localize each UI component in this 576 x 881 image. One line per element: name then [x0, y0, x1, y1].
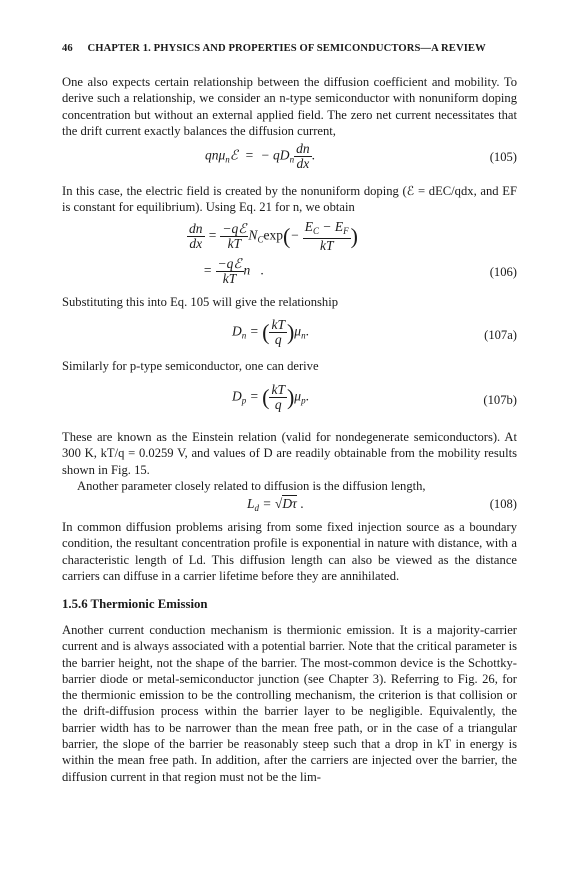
equation-106-line2: = $\frac{\text{−qℰ}}{kT}$ n .: [203, 256, 264, 286]
page-header: [62, 43, 486, 54]
paragraph-3: Substituting this into Eq. 105 will give the relationship: [62, 295, 339, 309]
equation-106-line1: $\frac{dn}{dx}$ = $\frac{\text{−qℰ}}{kT}$ $N_C\exp(-$ $\frac{E_C - E_F}{kT}$ ): [189, 219, 358, 253]
paragraph-6: Another parameter closely related to diffusion is the diffusion length,: [77, 479, 426, 493]
chapter-title: CHAPTER 1. PHYSICS AND PROPERTIES OF SEMICONDUCTORS—A REVIEW: [87, 43, 486, 54]
section-heading: 1.5.6 Thermionic Emission: [62, 597, 208, 611]
paragraph-7: In common diffusion problems arising from some fixed injection source as a boundary condition, the resultant concentration profile is exponential in nature with distance, with a characteristic length of Ld. This diffusion length can also be viewed as the distance carriers can diffuse in a carrier lifetime before they are annihilated.: [62, 520, 517, 583]
paragraph-1: One also expects certain relationship between the diffusion coefficient and mobility. To derive such a relationship, we consider an n-type semiconductor with nonuniform doping concentration but without an external applied field. The zero net current necessitates that the drift current exactly balances the diffusion current,: [62, 75, 517, 138]
paragraph-5: These are known as the Einstein relation (valid for nondegenerate semiconductors). At 300 K, kT/q = 0.0259 V, and values of D are readily obtainable from the mobility results shown in Fig. 15.: [62, 430, 517, 477]
equation-number-106: (106): [489, 265, 517, 279]
equation-number-107a: (107a): [484, 328, 517, 342]
equation-107b: $D_p$ = ( $\frac{kT}{q}$ )$\mu_p$.: [232, 382, 309, 412]
equation-number-108: (108): [489, 497, 517, 511]
equation-107a: $D_n$ = ( $\frac{kT}{q}$ )$\mu_n$.: [232, 317, 309, 347]
page-number: 46: [62, 43, 73, 54]
equation-number-105: (105): [489, 150, 517, 164]
equation-number-107b: (107b): [483, 393, 517, 407]
paragraph-2: In this case, the electric field is created by the nonuniform doping (ℰ = dEC/qdx, and EF is constant for equilibrium). Using Eq. 21 for n, we obtain: [62, 184, 517, 215]
equation-105: qnμ$_n$ℰ = − $qD_n$ $\frac{dn}{dx}$ .: [205, 141, 315, 171]
equation-108: $L_d = √D\tau$ .: [247, 496, 304, 513]
paragraph-8: Another current conduction mechanism is thermionic emission. It is a majority-carrier current and is always associated with a potential barrier. Note that the critical parameter is the barrier height, not the shape of the barrier. The most-common device is the Schottky-barrier diode or metal-semiconductor junction (see Chapter 3). Referring to Fig. 26, for the thermionic emission to be the controlling mechanism, the criterion is that collision or the drift-diffusion process within the barrier layer to be negligible. Equivalently, the barrier width has to be narrower than the mean free path, or in the case of a triangular barrier, the slope of the barrier be reasonably steep such that a drop in kT in energy is within the mean free path. In addition, after the carriers are injected over the barrier, the diffusion current in that region must not be the lim-: [62, 623, 517, 784]
paragraph-4: Similarly for p-type semiconductor, one can derive: [62, 359, 319, 373]
